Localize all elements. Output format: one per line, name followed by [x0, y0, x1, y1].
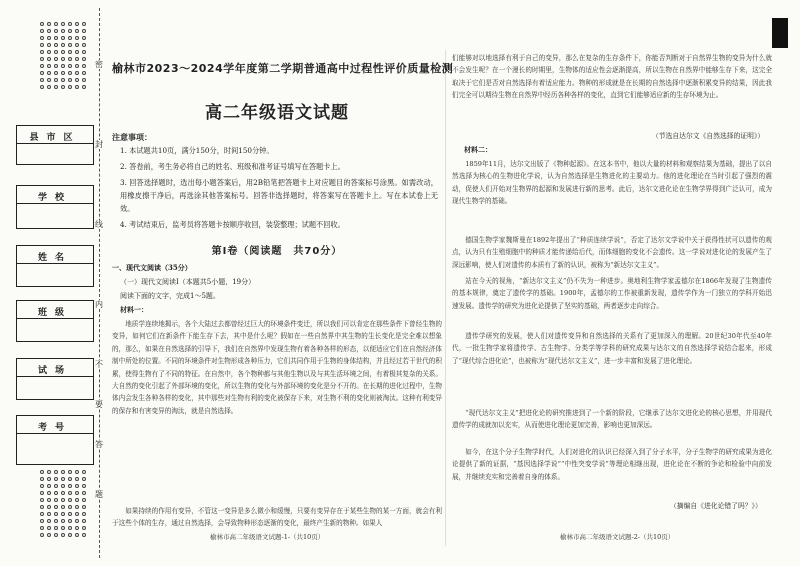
binding-hole — [61, 64, 65, 68]
binding-hole — [47, 78, 51, 82]
binding-hole — [47, 519, 51, 523]
binding-hole — [61, 484, 65, 488]
seal-char: 密 — [95, 60, 103, 69]
material-two-p4: 遗传学研究的发展，使人们对遗传变异和自然选择的关系有了更加深入的理解。20世纪30年代至40年代，一批生物学家将遗传学、古生物学、分类学等学科的研究成果与达尔文的自然选择学说结合起来，形成了“现代综合进化论”，也被称为“现代达尔文主义”，进一步丰富和发展了进化理论。 — [452, 332, 772, 365]
binding-hole — [40, 50, 44, 54]
binding-hole — [82, 519, 86, 523]
binding-hole — [61, 491, 65, 495]
binding-hole — [75, 50, 79, 54]
binding-hole — [75, 78, 79, 82]
binding-hole — [40, 519, 44, 523]
binding-hole — [82, 470, 86, 474]
binding-hole — [75, 477, 79, 481]
binding-hole — [47, 43, 51, 47]
binding-hole — [82, 50, 86, 54]
binding-hole — [61, 22, 65, 26]
instruction: 阅读下面的文字，完成1～5题。 — [120, 292, 220, 300]
seal-char: 封 — [95, 140, 103, 149]
binding-hole — [61, 498, 65, 502]
binding-hole — [54, 470, 58, 474]
binding-hole — [61, 43, 65, 47]
binding-hole — [75, 57, 79, 61]
binding-hole — [61, 85, 65, 89]
binding-hole — [61, 57, 65, 61]
binding-hole — [82, 29, 86, 33]
binding-hole — [82, 22, 86, 26]
binding-hole — [40, 491, 44, 495]
binding-hole — [82, 505, 86, 509]
binding-hole — [68, 22, 72, 26]
seal-char: 内 — [95, 300, 103, 309]
binding-hole — [68, 526, 72, 530]
sub-one-heading: （一）现代文阅读Ⅰ（本题共5小题，19分） — [120, 278, 256, 286]
binding-hole — [47, 50, 51, 54]
field-school[interactable]: 学校 — [16, 185, 94, 229]
binding-hole — [54, 50, 58, 54]
binding-hole — [40, 470, 44, 474]
binding-hole — [68, 470, 72, 474]
binding-hole — [40, 85, 44, 89]
binding-hole — [40, 71, 44, 75]
binding-hole — [40, 29, 44, 33]
binding-hole — [54, 29, 58, 33]
binding-hole — [82, 526, 86, 530]
binding-hole — [54, 519, 58, 523]
binding-hole — [47, 477, 51, 481]
material-two-label: 材料二： — [464, 145, 492, 154]
binding-hole — [54, 477, 58, 481]
footer-right: 榆林市高二年级语文试题-2-（共10页） — [560, 533, 675, 541]
binding-hole — [54, 505, 58, 509]
binding-hole — [61, 512, 65, 516]
material-one-end: 如果持续的作用有变异，不管这一变异是多么微小和缓慢，只要有变异存在于某些生物的某一方面，就会有利于这些个体的生存，通过自然选择，会导致物种形态逐渐的变化，最终产生新的物种。如果人 — [112, 507, 442, 528]
material-one-label: 材料一： — [120, 305, 148, 314]
notice-3: 3. 回答选择题时，选出每小题答案后，用2B铅笔把答题卡上对应题目的答案标号涂黑。如需改动，用橡皮擦干净后，再选涂其他答案标号。回答非选择题时，将答案写在答题卡上。写在本试卷上无效。 — [120, 178, 438, 213]
binding-hole — [75, 484, 79, 488]
binding-hole — [40, 526, 44, 530]
binding-hole — [68, 519, 72, 523]
material-two-p5: “现代达尔文主义”把进化论的研究推进到了一个新的阶段，它继承了达尔文进化论的核心思想，并用现代遗传学的成就加以充实，从而使进化理论更加完善，影响也更加深远。 — [452, 409, 772, 430]
citation-one: （节选自达尔文《自然选择的证明》） — [652, 132, 765, 140]
material-two-p2: 德国生物学家魏斯曼在1892年提出了“种质连续学说”，否定了达尔文学说中关于获得性状可以遗传的观点，认为只有生殖细胞中的种质才能传递给后代，而体细胞的变化不会遗传。这一学说对进化论的发展产生了深远影响，使人们对遗传的本质有了新的认识，被称为“新达尔文主义”。 — [452, 236, 772, 269]
notice-1: 1. 本试题共10页，满分150分，时间150分钟。 — [120, 146, 274, 155]
binding-hole — [75, 64, 79, 68]
material-two-p1: 1859年11月，达尔文出版了《物种起源》。在这本书中，他以大量的材料和观察结果为基础，提出了以自然选择为核心的生物进化学说，认为自然选择是生物进化的主要动力。他的进化理论在当时引起了强烈的震动，促使人们开始对生物界的起源和发展进行新的思考。此后，达尔文进化论在生物学界得到广泛认可，成为现代生物学的基础。 — [452, 160, 772, 206]
field-room[interactable]: 试场 — [16, 358, 94, 400]
seal-char: 要 — [95, 400, 103, 409]
binding-hole — [40, 22, 44, 26]
binding-hole — [68, 533, 72, 537]
seal-line — [99, 8, 100, 558]
binding-hole — [40, 43, 44, 47]
seal-char: 不 — [95, 360, 103, 369]
binding-hole — [54, 57, 58, 61]
binding-hole — [68, 78, 72, 82]
binding-hole — [40, 78, 44, 82]
binding-hole — [61, 519, 65, 523]
binding-hole — [82, 484, 86, 488]
footer-left: 榆林市高二年级语文试题-1-（共10页） — [210, 533, 325, 541]
binding-hole — [54, 36, 58, 40]
binding-hole — [82, 477, 86, 481]
binding-hole — [47, 57, 51, 61]
binding-hole — [47, 512, 51, 516]
exam-header: 榆林市2023～2024学年度第二学期普通高中过程性评价质量检测 — [112, 62, 454, 75]
binding-hole — [61, 533, 65, 537]
binding-hole — [40, 533, 44, 537]
exam-title: 高二年级语文试题 — [205, 103, 349, 123]
binding-hole — [40, 477, 44, 481]
binding-hole — [68, 505, 72, 509]
binding-hole — [75, 505, 79, 509]
part-one-heading: 一、现代文阅读（35分） — [112, 263, 192, 272]
binding-hole — [54, 22, 58, 26]
binding-hole — [54, 498, 58, 502]
section-title: 第Ⅰ卷（阅读题 共70分） — [211, 246, 343, 257]
binding-hole — [54, 533, 58, 537]
right-top-text: 们能够对以地选择有利于自己的变异，那么在复杂的生存条件下，你能否判断对于自然界生物的变异为什么就不会发生呢？在一个漫长的时期里，生物体的适应性会逐渐提高，所以生物在自然界中能够生存下来，这完全取决于它们是否对自然选择有着适应能力。物种的形成就是在长期的自然选择中逐渐积累变异的结果，因此我们完全可以期待生物在自然界中经历各种各样的变化，直到它们能够适应新的生存环境为止。 — [452, 54, 772, 100]
binding-hole — [61, 36, 65, 40]
binding-hole — [47, 484, 51, 488]
binding-hole — [82, 36, 86, 40]
material-one-text: 地质学连续地揭示，各个大陆过去都曾经过巨大的环境条件变迁，所以我们可以肯定在那些条件下曾经生物的变异，如何它们在新条件下能生存下去，其中是什么呢？假如在一些自然界中其生物的生长变化是完全难以想象的，那么，如果在自然选择的引导下，我们在自然界中发现生物有着各种各样的形态，以便适应它们在自然经济体制中所处的位置。不同的环境条件对生物形成各种压力，它们共同作用于生物的身体结构，并且经过若干世代的积累，使得生物有了不同的特征。在自然中，各个物种都与其他生物以及与其生活环境之间，有着极其复杂的关系。大自然的变化引起了外部环境的变化，所以生物的变化与外部环境的变化是分不开的。在长期的进化过程中，生物体内会发生各种各样的变化，其中那些对生物有利的变化被保存下来，对生物不利的变化则被淘汰。这种有利变异的保存和有害变异的淘汰，就是自然选择。 — [112, 320, 442, 415]
seal-char: 线 — [95, 220, 103, 229]
binding-hole — [68, 64, 72, 68]
binding-hole — [75, 491, 79, 495]
binding-hole — [82, 78, 86, 82]
binding-hole — [68, 43, 72, 47]
binding-hole — [54, 512, 58, 516]
binding-hole — [40, 505, 44, 509]
binding-hole — [68, 477, 72, 481]
binding-holes-bottom — [40, 470, 90, 537]
binding-hole — [47, 526, 51, 530]
binding-hole — [68, 85, 72, 89]
field-exam-number[interactable]: 考号 — [16, 415, 94, 465]
material-two-p3: 站在今天的视角，“新达尔文主义”仍不失为一种进步。奥地利生物学家孟德尔在1866年发现了生物遗传的基本规律，奠定了遗传学的基础。1900年，孟德尔的工作被重新发现，遗传学作为一门独立的学科开始迅速发展。遗传学的研究为进化论提供了坚实的基础，两者逐步走向综合。 — [452, 277, 772, 310]
binding-hole — [61, 78, 65, 82]
binding-hole — [75, 512, 79, 516]
binding-hole — [61, 29, 65, 33]
binding-hole — [47, 533, 51, 537]
binding-hole — [68, 57, 72, 61]
binding-hole — [47, 64, 51, 68]
binding-hole — [75, 29, 79, 33]
binding-hole — [75, 22, 79, 26]
field-county[interactable]: 县市区 — [16, 125, 94, 165]
binding-hole — [61, 470, 65, 474]
binding-hole — [82, 43, 86, 47]
binding-hole — [68, 50, 72, 54]
field-class[interactable]: 班级 — [16, 300, 94, 342]
binding-hole — [54, 64, 58, 68]
binding-hole — [75, 519, 79, 523]
binding-hole — [54, 526, 58, 530]
binding-hole — [47, 22, 51, 26]
notice-title: 注意事项： — [112, 132, 152, 142]
page-divider — [445, 50, 446, 546]
binding-hole — [40, 57, 44, 61]
binding-hole — [82, 491, 86, 495]
binding-hole — [82, 512, 86, 516]
binding-holes-top — [40, 22, 90, 89]
binding-hole — [61, 71, 65, 75]
binding-hole — [47, 498, 51, 502]
binding-hole — [68, 512, 72, 516]
binding-hole — [47, 470, 51, 474]
citation-two: （摘编自《进化论错了吗？》） — [670, 502, 762, 510]
notice-2: 2. 答卷前，考生务必将自己的姓名、班级和准考证号填写在答题卡上。 — [120, 162, 345, 171]
binding-hole — [82, 57, 86, 61]
binding-hole — [82, 85, 86, 89]
binding-hole — [68, 29, 72, 33]
binding-hole — [47, 71, 51, 75]
binding-hole — [47, 85, 51, 89]
material-two-p6: 如今，在这个分子生物学时代，人们对进化的认识已经深入到了分子水平，分子生物学的研究成果为进化论提供了新的证据，“基因选择学说”“中性突变学说”等理论相继出现，进化论在不断的争论和检验中向前发展，并继续充实和完善着自身的体系。 — [452, 448, 772, 481]
binding-hole — [54, 484, 58, 488]
binding-hole — [40, 484, 44, 488]
seal-char: 题 — [95, 490, 103, 499]
binding-hole — [47, 505, 51, 509]
binding-hole — [75, 526, 79, 530]
binding-hole — [47, 36, 51, 40]
binding-hole — [54, 78, 58, 82]
binding-hole — [40, 36, 44, 40]
binding-hole — [61, 526, 65, 530]
binding-hole — [82, 533, 86, 537]
binding-hole — [61, 477, 65, 481]
binding-hole — [75, 36, 79, 40]
binding-hole — [54, 71, 58, 75]
binding-hole — [68, 36, 72, 40]
binding-hole — [54, 491, 58, 495]
binding-hole — [75, 470, 79, 474]
binding-hole — [75, 498, 79, 502]
binding-hole — [54, 85, 58, 89]
binding-hole — [47, 29, 51, 33]
notice-4: 4. 考试结束后，监考员将答题卡按顺序收回，装袋整理；试题不回收。 — [120, 220, 345, 229]
binding-hole — [75, 43, 79, 47]
binding-hole — [40, 64, 44, 68]
binding-hole — [40, 512, 44, 516]
binding-hole — [82, 64, 86, 68]
binding-hole — [68, 498, 72, 502]
binding-hole — [82, 71, 86, 75]
binding-hole — [82, 498, 86, 502]
field-name[interactable]: 姓名 — [16, 245, 94, 287]
binding-hole — [61, 50, 65, 54]
binding-hole — [54, 43, 58, 47]
corner-mark — [772, 18, 788, 48]
binding-hole — [75, 85, 79, 89]
binding-hole — [40, 498, 44, 502]
binding-hole — [75, 533, 79, 537]
binding-hole — [68, 71, 72, 75]
binding-hole — [47, 491, 51, 495]
binding-hole — [75, 71, 79, 75]
binding-hole — [68, 491, 72, 495]
binding-hole — [68, 484, 72, 488]
seal-char: 答 — [95, 440, 103, 449]
binding-hole — [61, 505, 65, 509]
